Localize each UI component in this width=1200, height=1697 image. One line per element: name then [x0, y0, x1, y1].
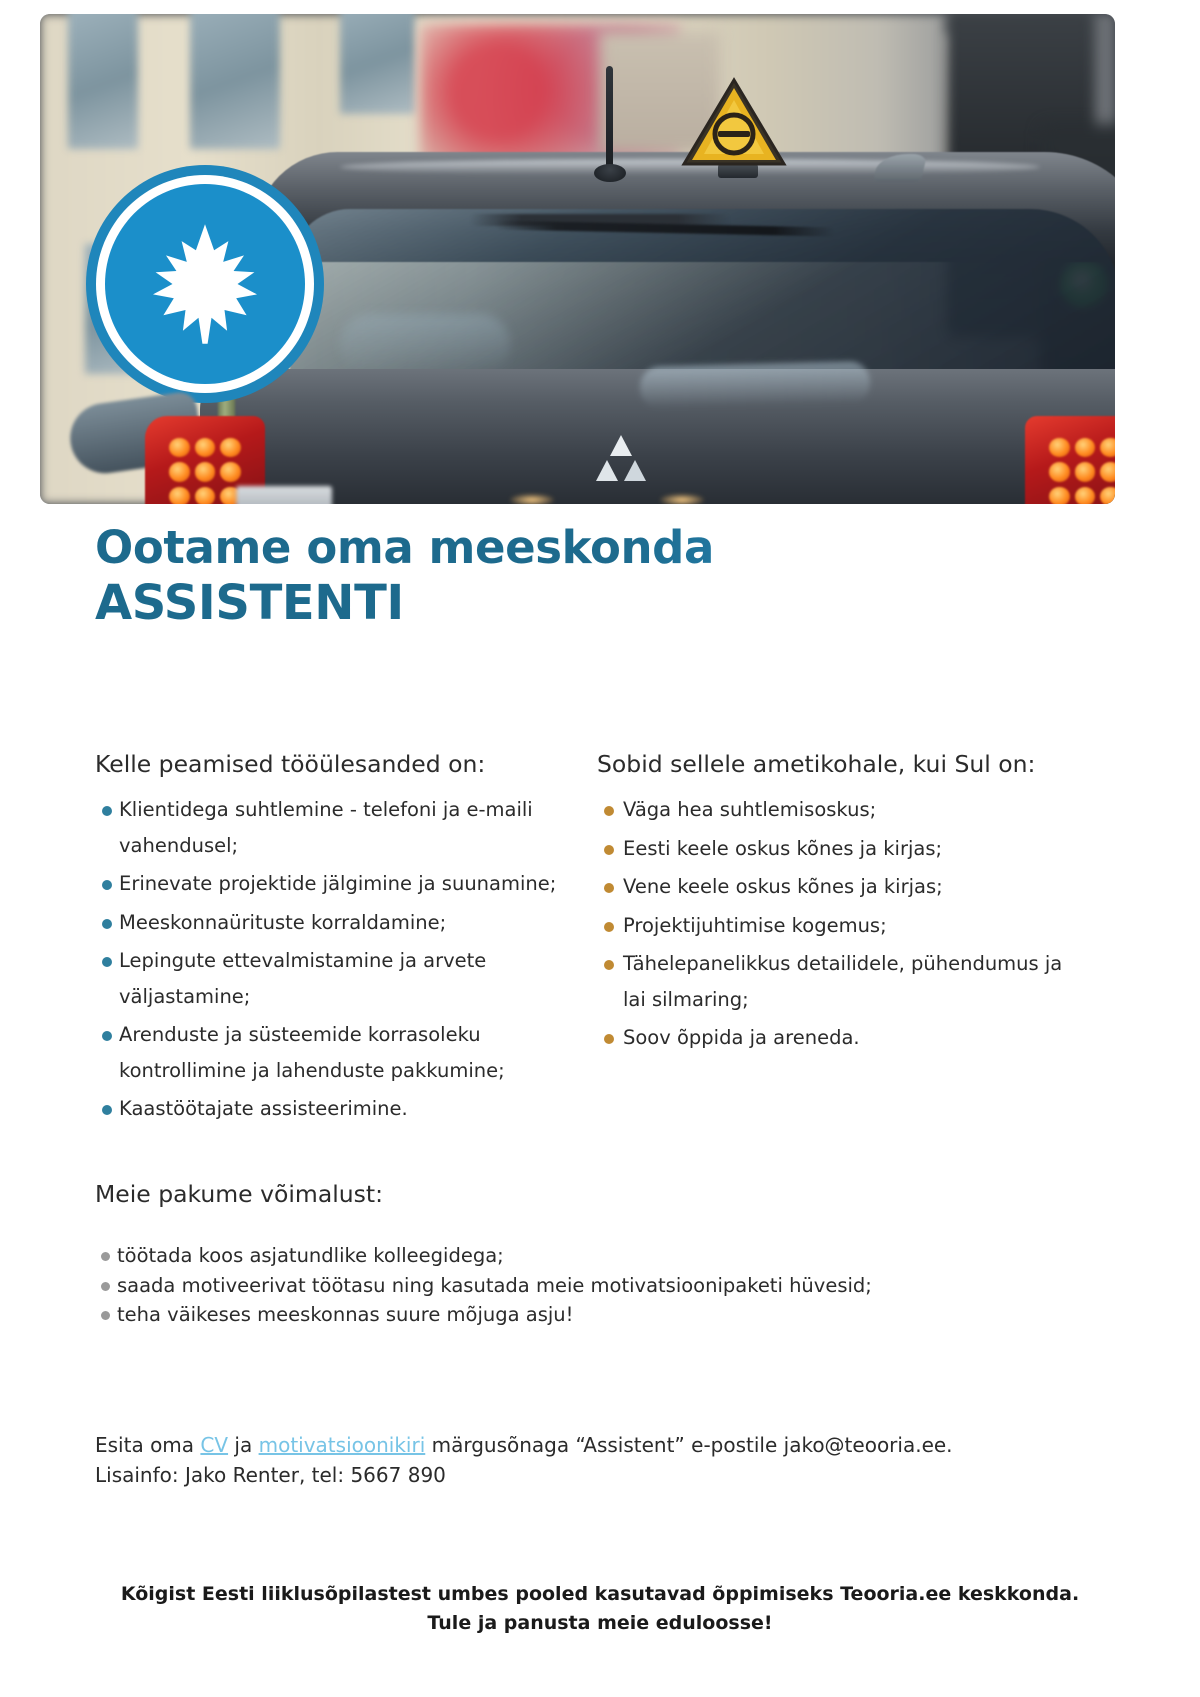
led-grid — [169, 438, 241, 504]
maple-leaf-icon — [140, 219, 270, 349]
cv-link[interactable]: CV — [200, 1433, 229, 1457]
contact-text-middle: ja — [228, 1433, 259, 1457]
list-item: teha väikeses meeskonnas suure mõjuga asju! — [95, 1300, 1045, 1330]
two-column-section — [95, 750, 1105, 1130]
list-item: Klientidega suhtlemine - telefoni ja e-maili vahendusel; — [95, 792, 565, 863]
duties-list — [95, 792, 565, 1126]
page-title — [95, 521, 995, 631]
offers-list — [95, 1241, 1045, 1330]
list-item: Vene keele oskus kõnes ja kirjas; — [597, 869, 1067, 904]
contact-section — [95, 1430, 1095, 1491]
learner-driver-round-sign — [105, 184, 305, 384]
offers-title: Meie pakume võimalust: — [95, 1180, 384, 1208]
heading-line-1: Ootame oma meeskonda — [95, 524, 995, 572]
glass-reflection — [340, 314, 510, 374]
list-item: Lepingute ettevalmistamine ja arvete väljastamine; — [95, 943, 565, 1014]
antenna-base — [594, 164, 626, 182]
hero-photo — [40, 14, 1115, 504]
requirements-title: Sobid sellele ametikohale, kui Sul on: — [597, 750, 1036, 778]
offers-section — [95, 1180, 1045, 1330]
building-window — [190, 14, 280, 149]
building-window — [340, 14, 415, 114]
duties-column — [95, 750, 565, 1130]
list-item: Arenduste ja süsteemide korrasoleku kontrollimine ja lahenduste pakkumine; — [95, 1017, 565, 1088]
led-grid — [1049, 438, 1115, 504]
list-item: Meeskonnaürituste korraldamine; — [95, 905, 565, 940]
list-item: Eesti keele oskus kõnes ja kirjas; — [597, 831, 1067, 866]
duties-title: Kelle peamised tööülesanded on: — [95, 750, 486, 778]
list-item: Soov õppida ja areneda. — [597, 1020, 1067, 1055]
building-window — [68, 14, 138, 149]
footer-line-1: Kõigist Eesti liiklusõpilastest umbes pooled kasutavad õppimiseks Teooria.ee keskkonda. — [120, 1583, 1080, 1605]
list-item: Kaastöötajate assisteerimine. — [95, 1091, 565, 1126]
license-plate — [236, 486, 332, 504]
list-item: Erinevate projektide jälgimine ja suunamine; — [95, 866, 565, 901]
requirements-column — [597, 750, 1067, 1130]
driving-school-triangle-icon — [680, 76, 788, 168]
glass-reflection — [639, 361, 870, 409]
heading-line-2: ASSISTENTI — [95, 578, 995, 629]
motivation-letter-link[interactable]: motivatsioonikiri — [258, 1433, 426, 1457]
footer — [0, 1580, 1200, 1639]
requirements-list — [597, 792, 1067, 1055]
tail-light-right — [1025, 416, 1115, 504]
contact-text-after: märgusõnaga “Assistent” e-postile jako@teooria.ee. — [425, 1433, 953, 1457]
car-antenna — [606, 66, 613, 176]
list-item: Projektijuhtimise kogemus; — [597, 908, 1067, 943]
bumper-reflector — [510, 494, 554, 504]
list-item: töötada koos asjatundlike kolleegidega; — [95, 1241, 1045, 1271]
list-item: Väga hea suhtlemisoskus; — [597, 792, 1067, 827]
contact-line-2: Lisainfo: Jako Renter, tel: 5667 890 — [95, 1463, 446, 1488]
bumper-reflector — [660, 494, 704, 504]
mitsubishi-logo-icon — [585, 432, 657, 494]
footer-line-2: Tule ja panusta meie eduloosse! — [427, 1612, 773, 1635]
contact-line-1 — [95, 1430, 1095, 1460]
contact-text-before: Esita oma — [95, 1433, 201, 1457]
list-item: Tähelepanelikkus detailidele, pühendumus ja lai silmaring; — [597, 946, 1067, 1017]
photo-scene — [40, 14, 1115, 504]
list-item: saada motiveerivat töötasu ning kasutada meie motivatsioonipaketi hüvesid; — [95, 1271, 1045, 1301]
